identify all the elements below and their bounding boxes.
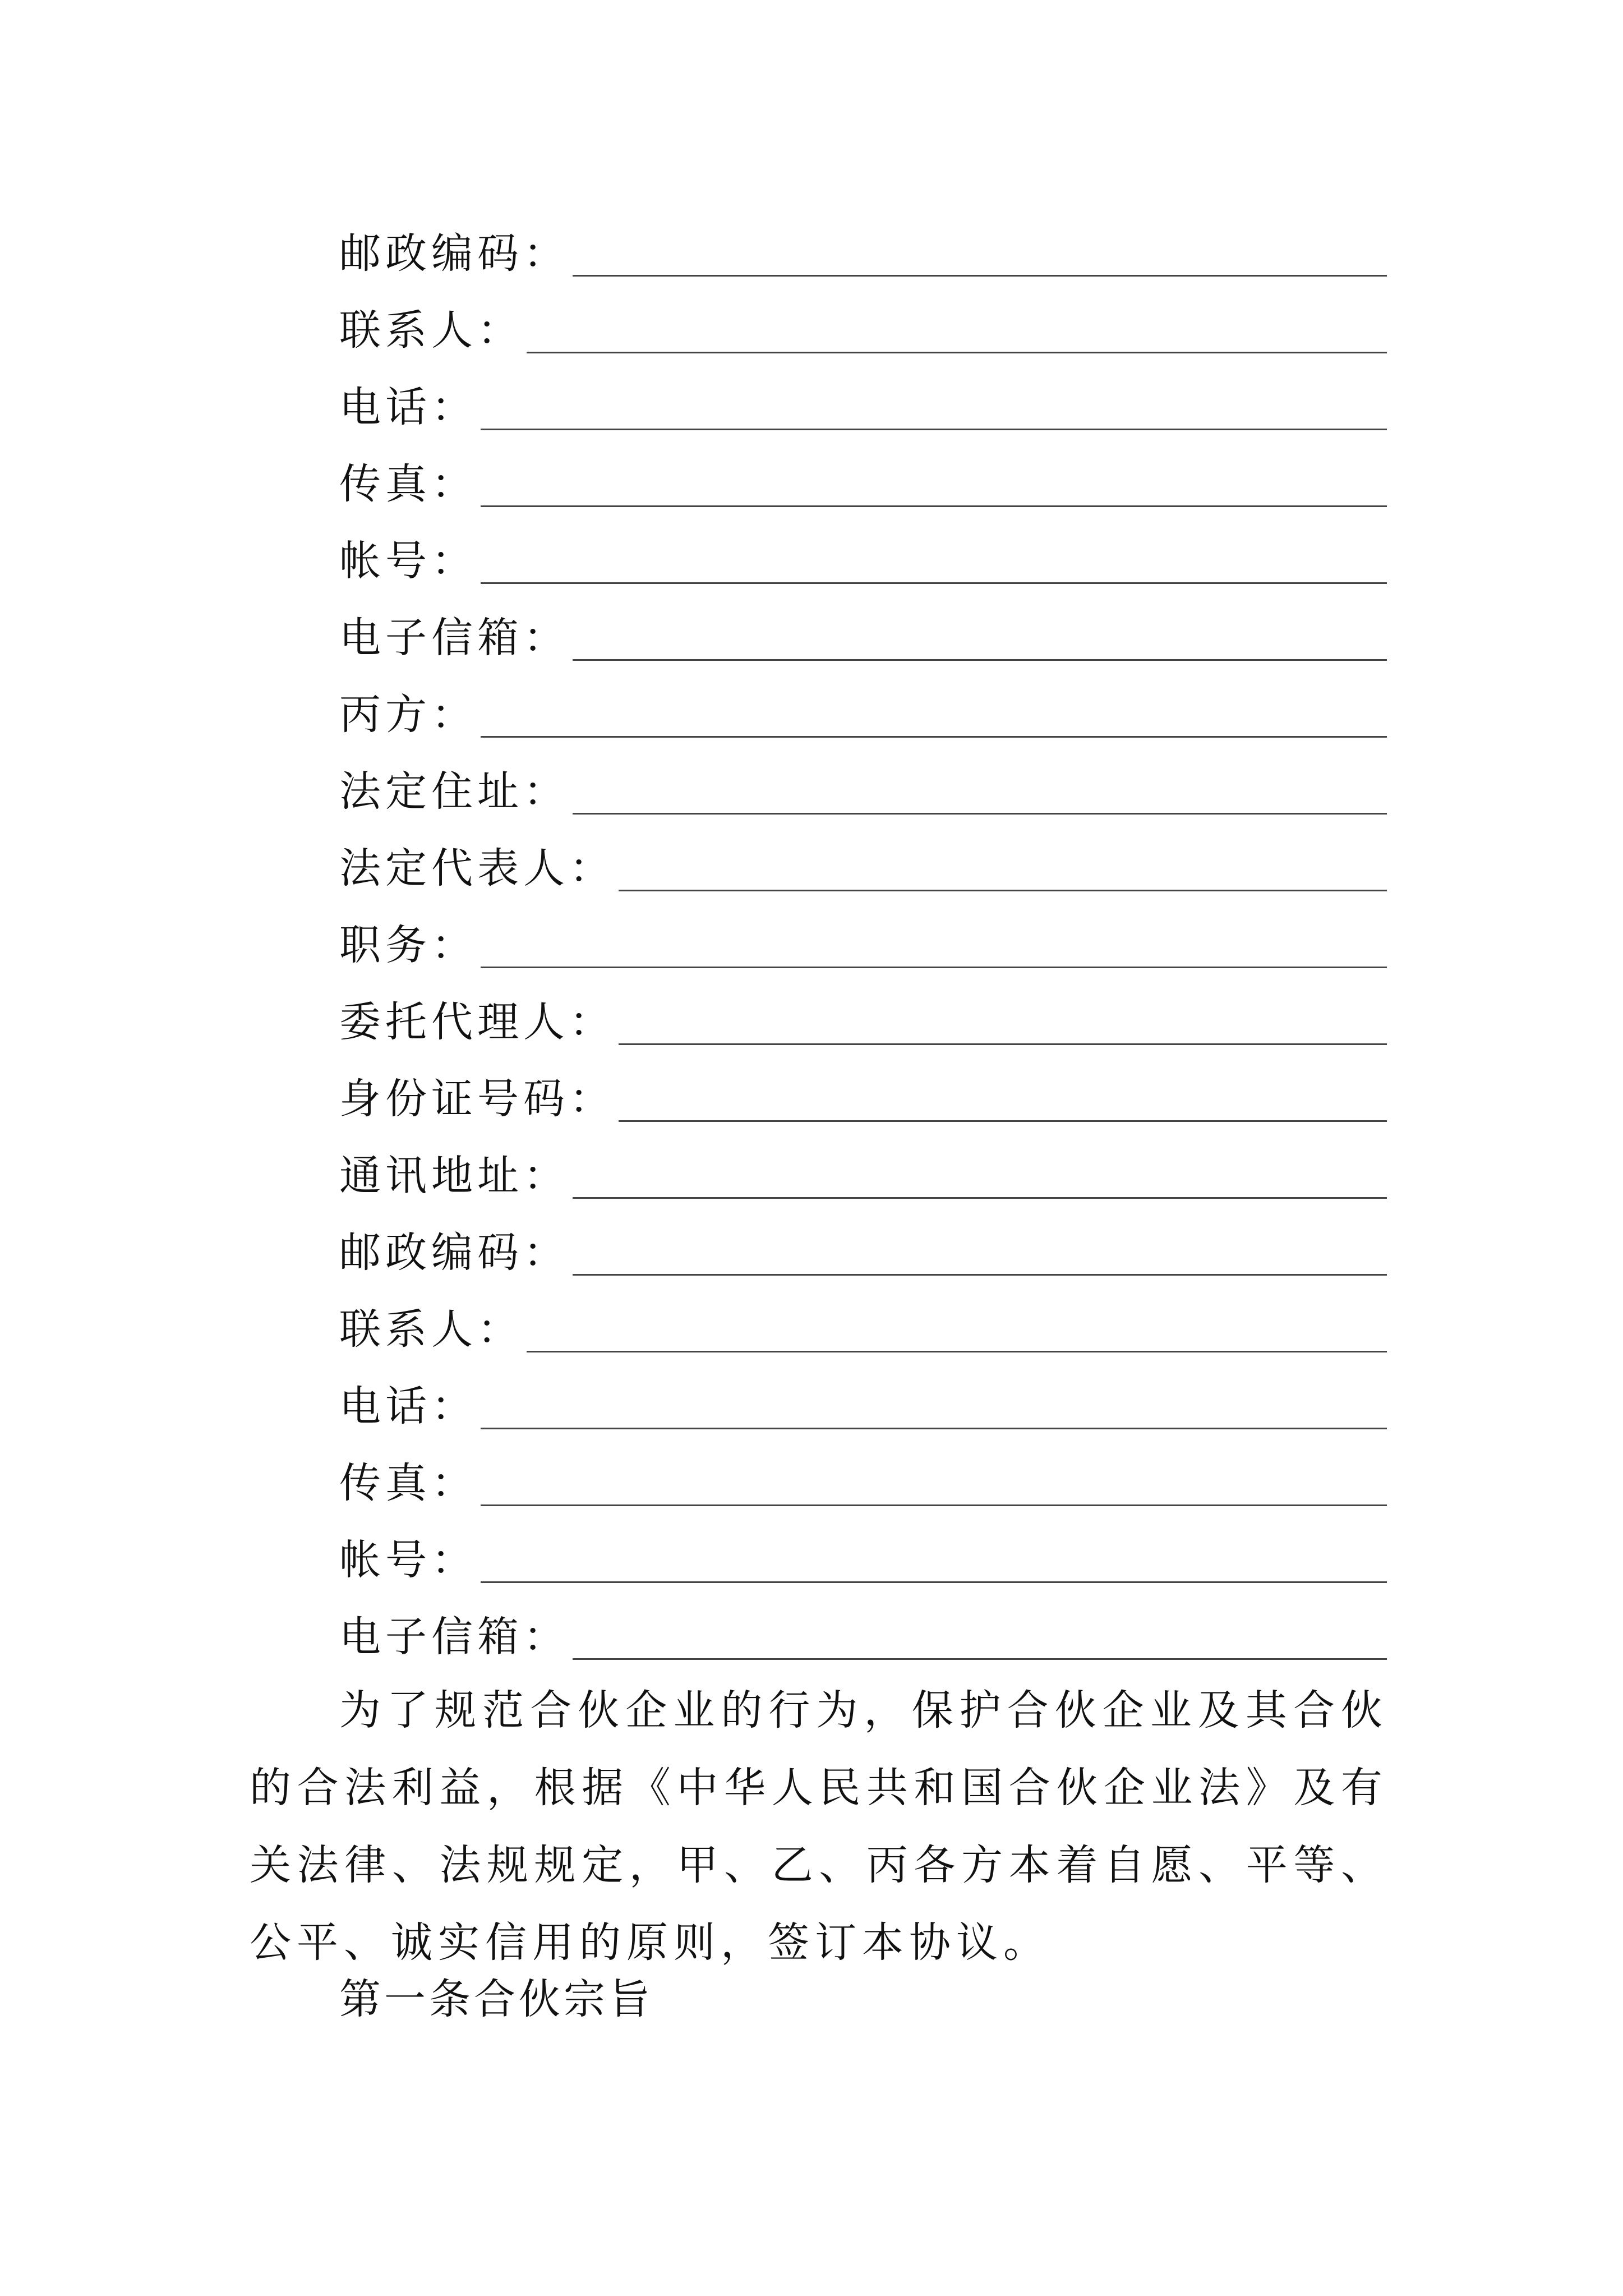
fill-in-blank-line[interactable] <box>481 735 1387 738</box>
agreement-preamble: 为了规范合伙企业的行为，保护合伙企业及其合伙的合法利益，根据《中华人民共和国合伙企业法》及有关法律、法规规定，甲、乙、丙各方本着自愿、平等、公平、诚实信用的原则，签订本协议。 <box>250 1686 1388 1967</box>
field-label: 电子信箱： <box>339 1613 569 1661</box>
form-field-row <box>339 1283 1387 1360</box>
fill-in-blank-line[interactable] <box>481 1504 1387 1506</box>
fill-in-blank-line[interactable] <box>481 428 1387 430</box>
field-label: 邮政编码： <box>339 229 569 278</box>
form-field-row <box>339 1360 1387 1437</box>
field-label: 电子信箱： <box>339 614 569 662</box>
fill-in-blank-line[interactable] <box>481 966 1387 968</box>
field-label: 帐号： <box>339 537 477 585</box>
field-label: 通讯地址： <box>339 1152 569 1200</box>
form-field-row <box>339 592 1387 669</box>
field-label: 传真： <box>339 460 477 508</box>
form-field-row <box>339 1514 1387 1591</box>
fill-in-blank-line[interactable] <box>527 351 1387 353</box>
party-info-fields <box>339 208 1387 1668</box>
form-field-row <box>339 746 1387 822</box>
field-label: 职务： <box>339 921 477 969</box>
fill-in-blank-line[interactable] <box>527 1350 1387 1352</box>
field-label: 法定住址： <box>339 767 569 816</box>
field-label: 邮政编码： <box>339 1228 569 1277</box>
fill-in-blank-line[interactable] <box>573 1658 1387 1660</box>
fill-in-blank-line[interactable] <box>573 1273 1387 1276</box>
fill-in-blank-line[interactable] <box>573 1197 1387 1199</box>
form-field-row <box>339 1130 1387 1207</box>
form-field-row <box>339 899 1387 976</box>
field-label: 联系人： <box>339 306 523 355</box>
field-label: 帐号： <box>339 1536 477 1584</box>
fill-in-blank-line[interactable] <box>573 812 1387 815</box>
form-field-row <box>339 361 1387 438</box>
field-label: 丙方： <box>339 691 477 739</box>
fill-in-blank-line[interactable] <box>481 505 1387 507</box>
fill-in-blank-line[interactable] <box>573 659 1387 661</box>
form-field-row <box>339 669 1387 746</box>
field-label: 电话： <box>339 383 477 431</box>
field-label: 身份证号码： <box>339 1075 615 1123</box>
form-field-row <box>339 515 1387 592</box>
fill-in-blank-line[interactable] <box>619 889 1387 891</box>
field-label: 委托代理人： <box>339 998 615 1046</box>
fill-in-blank-line[interactable] <box>573 274 1387 277</box>
form-field-row <box>339 976 1387 1053</box>
form-field-row <box>339 438 1387 515</box>
form-field-row <box>339 1207 1387 1283</box>
form-field-row <box>339 1053 1387 1130</box>
field-label: 法定代表人： <box>339 844 615 892</box>
article-one-heading: 第一条合伙宗旨 <box>339 1975 653 2023</box>
form-field-row <box>339 208 1387 284</box>
fill-in-blank-line[interactable] <box>481 1427 1387 1429</box>
fill-in-blank-line[interactable] <box>481 1581 1387 1583</box>
field-label: 电话： <box>339 1382 477 1430</box>
field-label: 联系人： <box>339 1305 523 1354</box>
field-label: 传真： <box>339 1459 477 1507</box>
form-field-row <box>339 822 1387 899</box>
form-field-row <box>339 1437 1387 1514</box>
form-field-row <box>339 284 1387 361</box>
fill-in-blank-line[interactable] <box>619 1043 1387 1045</box>
fill-in-blank-line[interactable] <box>481 582 1387 584</box>
fill-in-blank-line[interactable] <box>619 1120 1387 1122</box>
form-field-row <box>339 1591 1387 1668</box>
